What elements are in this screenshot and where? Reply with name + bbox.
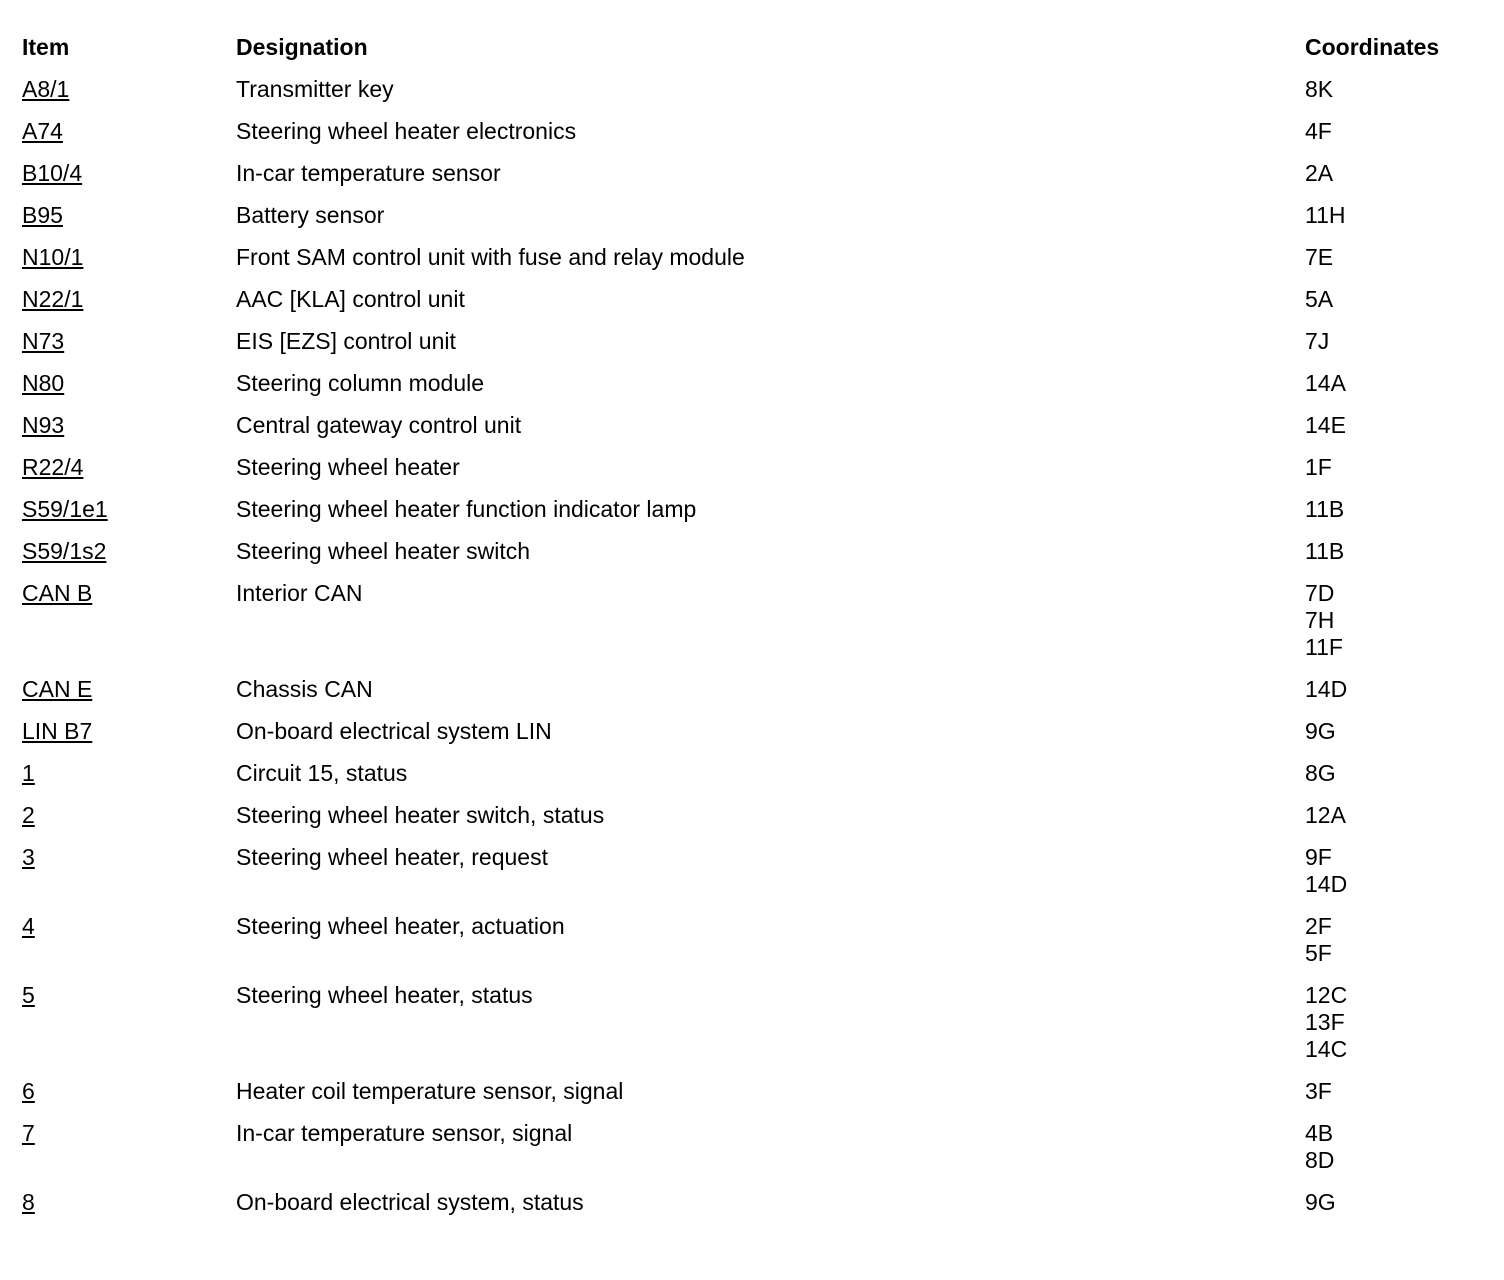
coordinate-value: 12C xyxy=(1305,982,1348,1008)
coordinates-cell xyxy=(1305,913,1482,967)
table-row xyxy=(22,202,1482,244)
designation-cell: Battery sensor xyxy=(236,202,385,228)
coordinate-value: 14C xyxy=(1305,1036,1348,1062)
item-link[interactable]: 6 xyxy=(22,1078,35,1104)
table-row xyxy=(22,538,1482,580)
coordinate-value: 5F xyxy=(1305,940,1332,966)
table-row xyxy=(22,844,1482,913)
coordinates-cell xyxy=(1305,760,1482,787)
item-cell xyxy=(22,370,236,397)
item-link[interactable]: N10/1 xyxy=(22,244,84,270)
coordinates-cell xyxy=(1305,370,1482,397)
designation-cell: In-car temperature sensor, signal xyxy=(236,1120,573,1146)
designation-cell: Steering wheel heater switch xyxy=(236,538,531,564)
item-link[interactable]: S59/1s2 xyxy=(22,538,107,564)
designation-cell: AAC [KLA] control unit xyxy=(236,286,465,312)
coordinate-value: 4B xyxy=(1305,1120,1334,1146)
designation-cell: Steering wheel heater xyxy=(236,454,460,480)
item-cell xyxy=(22,802,236,829)
designation-cell: Central gateway control unit xyxy=(236,412,522,438)
coordinate-value: 7J xyxy=(1305,328,1330,354)
item-cell xyxy=(22,1120,236,1147)
coordinates-cell xyxy=(1305,328,1482,355)
coordinates-cell xyxy=(1305,982,1482,1063)
item-link[interactable]: S59/1e1 xyxy=(22,496,108,522)
item-link[interactable]: LIN B7 xyxy=(22,718,93,744)
coordinates-cell xyxy=(1305,580,1482,661)
item-cell xyxy=(22,913,236,940)
designation-cell: Steering column module xyxy=(236,370,485,396)
item-link[interactable]: CAN B xyxy=(22,580,93,606)
table-row xyxy=(22,370,1482,412)
designation-cell: On-board electrical system, status xyxy=(236,1189,584,1215)
item-cell xyxy=(22,76,236,103)
table-body xyxy=(22,76,1482,1231)
coordinates-cell xyxy=(1305,244,1482,271)
item-cell xyxy=(22,676,236,703)
table-row xyxy=(22,676,1482,718)
coordinate-value: 14D xyxy=(1305,871,1348,897)
coordinate-value: 8K xyxy=(1305,76,1334,102)
table-row xyxy=(22,1078,1482,1120)
table-row xyxy=(22,760,1482,802)
coordinate-value: 3F xyxy=(1305,1078,1332,1104)
coordinate-value: 14D xyxy=(1305,676,1348,702)
coordinates-cell xyxy=(1305,718,1482,745)
coordinate-value: 12A xyxy=(1305,802,1346,828)
coordinate-value: 11B xyxy=(1305,538,1345,564)
item-cell xyxy=(22,844,236,871)
table-row xyxy=(22,1189,1482,1231)
table-row xyxy=(22,1120,1482,1189)
item-cell xyxy=(22,328,236,355)
item-link[interactable]: A74 xyxy=(22,118,63,144)
coordinate-value: 9G xyxy=(1305,718,1336,744)
designation-cell: Circuit 15, status xyxy=(236,760,408,786)
table-row xyxy=(22,412,1482,454)
item-link[interactable]: 5 xyxy=(22,982,35,1008)
header-designation: Designation xyxy=(236,34,368,60)
coordinate-value: 2A xyxy=(1305,160,1334,186)
coordinate-value: 7D xyxy=(1305,580,1335,606)
coordinate-value: 11F xyxy=(1305,634,1343,660)
designation-cell: On-board electrical system LIN xyxy=(236,718,552,744)
item-link[interactable]: B10/4 xyxy=(22,160,83,186)
item-link[interactable]: CAN E xyxy=(22,676,93,702)
table-row xyxy=(22,913,1482,982)
coordinate-value: 8D xyxy=(1305,1147,1335,1173)
item-cell xyxy=(22,982,236,1009)
coordinate-value: 8G xyxy=(1305,760,1336,786)
header-item: Item xyxy=(22,34,70,60)
item-link[interactable]: N22/1 xyxy=(22,286,84,312)
coordinates-cell xyxy=(1305,160,1482,187)
table-row xyxy=(22,496,1482,538)
coordinate-value: 7H xyxy=(1305,607,1335,633)
table-row xyxy=(22,328,1482,370)
coordinates-cell xyxy=(1305,1120,1482,1174)
item-cell xyxy=(22,1078,236,1105)
item-cell xyxy=(22,286,236,313)
legend-table xyxy=(22,34,1482,1231)
table-row xyxy=(22,802,1482,844)
table-row xyxy=(22,454,1482,496)
item-cell xyxy=(22,580,236,607)
coordinate-value: 5A xyxy=(1305,286,1334,312)
table-row xyxy=(22,580,1482,676)
coordinates-cell xyxy=(1305,76,1482,103)
coordinate-value: 1F xyxy=(1305,454,1332,480)
coordinate-value: 4F xyxy=(1305,118,1332,144)
item-cell xyxy=(22,202,236,229)
item-link[interactable]: 1 xyxy=(22,760,35,786)
item-link[interactable]: 3 xyxy=(22,844,35,870)
coordinate-value: 13F xyxy=(1305,1009,1345,1035)
item-link[interactable]: 2 xyxy=(22,802,35,828)
item-link[interactable]: N80 xyxy=(22,370,65,396)
table-row xyxy=(22,244,1482,286)
coordinates-cell xyxy=(1305,676,1482,703)
designation-cell: In-car temperature sensor xyxy=(236,160,501,186)
coordinates-cell xyxy=(1305,412,1482,439)
item-link[interactable]: 4 xyxy=(22,913,35,939)
coordinates-cell xyxy=(1305,844,1482,898)
item-cell xyxy=(22,160,236,187)
item-cell xyxy=(22,760,236,787)
coordinates-cell xyxy=(1305,202,1482,229)
designation-cell: EIS [EZS] control unit xyxy=(236,328,456,354)
item-cell xyxy=(22,718,236,745)
table-row xyxy=(22,982,1482,1078)
coordinates-cell xyxy=(1305,1078,1482,1105)
designation-cell: Steering wheel heater electronics xyxy=(236,118,577,144)
table-row xyxy=(22,160,1482,202)
item-cell xyxy=(22,244,236,271)
designation-cell: Steering wheel heater switch, status xyxy=(236,802,605,828)
header-coordinates: Coordinates xyxy=(1305,34,1440,60)
item-link[interactable]: N93 xyxy=(22,412,65,438)
coordinate-value: 14A xyxy=(1305,370,1346,396)
item-link[interactable]: B95 xyxy=(22,202,63,228)
item-cell xyxy=(22,412,236,439)
coordinate-value: 11B xyxy=(1305,496,1345,522)
coordinates-cell xyxy=(1305,538,1482,565)
table-header xyxy=(22,34,1482,76)
designation-cell: Transmitter key xyxy=(236,76,394,102)
item-link[interactable]: A8/1 xyxy=(22,76,70,102)
coordinate-value: 9F xyxy=(1305,844,1332,870)
item-cell xyxy=(22,118,236,145)
designation-cell: Steering wheel heater function indicator lamp xyxy=(236,496,697,522)
coordinates-cell xyxy=(1305,802,1482,829)
item-link[interactable]: 7 xyxy=(22,1120,35,1146)
coordinates-cell xyxy=(1305,496,1482,523)
designation-cell: Steering wheel heater, request xyxy=(236,844,548,870)
item-cell xyxy=(22,496,236,523)
item-cell xyxy=(22,454,236,481)
coordinates-cell xyxy=(1305,286,1482,313)
item-cell xyxy=(22,538,236,565)
item-link[interactable]: N73 xyxy=(22,328,65,354)
table-row xyxy=(22,286,1482,328)
designation-cell: Front SAM control unit with fuse and relay module xyxy=(236,244,745,270)
designation-cell: Heater coil temperature sensor, signal xyxy=(236,1078,624,1104)
table-row xyxy=(22,118,1482,160)
designation-cell: Steering wheel heater, actuation xyxy=(236,913,565,939)
designation-cell: Steering wheel heater, status xyxy=(236,982,533,1008)
coordinates-cell xyxy=(1305,454,1482,481)
coordinate-value: 9G xyxy=(1305,1189,1336,1215)
designation-cell: Chassis CAN xyxy=(236,676,373,702)
item-link[interactable]: R22/4 xyxy=(22,454,84,480)
designation-cell: Interior CAN xyxy=(236,580,363,606)
coordinate-value: 14E xyxy=(1305,412,1346,438)
item-link[interactable]: 8 xyxy=(22,1189,35,1215)
coordinate-value: 11H xyxy=(1305,202,1346,228)
coordinates-cell xyxy=(1305,118,1482,145)
coordinates-cell xyxy=(1305,1189,1482,1216)
table-row xyxy=(22,718,1482,760)
table-row xyxy=(22,76,1482,118)
coordinate-value: 2F xyxy=(1305,913,1332,939)
item-cell xyxy=(22,1189,236,1216)
coordinate-value: 7E xyxy=(1305,244,1334,270)
